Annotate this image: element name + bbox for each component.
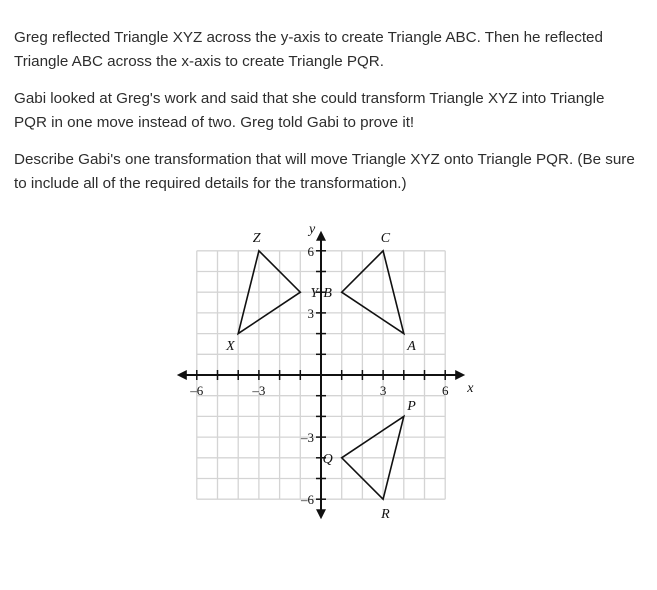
- x-tick-label: 3: [379, 383, 387, 398]
- coordinate-plane: [168, 212, 478, 532]
- coordinate-plane-figure: [168, 212, 478, 532]
- y-tick-label: –6: [301, 492, 314, 508]
- x-axis-arrow-right: [455, 370, 465, 380]
- y-axis-arrow-down: [316, 509, 326, 519]
- vertex-label-q: Q: [322, 451, 333, 467]
- axes: [177, 231, 465, 519]
- y-tick-label: –3: [301, 430, 314, 446]
- x-axis-arrow-left: [177, 370, 187, 380]
- question-paragraph-2: Gabi looked at Greg's work and said that she could transform Triangle XYZ into Triangle PQR in one move instead of two. Greg told Gabi to prove it!: [14, 90, 605, 131]
- question-paragraph-3: Describe Gabi's one transformation that will move Triangle XYZ onto Triangle PQR. (Be sure to include all of the required details for the transformation.): [14, 151, 635, 192]
- vertex-label-r: R: [381, 507, 390, 523]
- y-tick-label: 3: [307, 305, 314, 321]
- vertex-label-y: Y: [310, 286, 319, 302]
- x-tick-label: –3: [252, 383, 266, 398]
- vertex-label-c: C: [380, 230, 391, 246]
- labels: [189, 222, 474, 522]
- x-axis-label: x: [467, 381, 474, 396]
- y-tick-label: 6: [307, 243, 314, 259]
- y-axis-label: y: [309, 221, 316, 237]
- vertex-label-p: P: [407, 398, 416, 414]
- y-axis-arrow-up: [316, 231, 326, 241]
- question-text: [14, 26, 636, 209]
- vertex-label-b: B: [323, 286, 332, 302]
- vertex-label-z: Z: [252, 230, 261, 246]
- x-tick-label: –6: [190, 383, 204, 398]
- x-tick-label: 6: [441, 383, 449, 398]
- question-paragraph-1: Greg reflected Triangle XYZ across the y-axis to create Triangle ABC. Then he reflected Triangle ABC across the x-axis to create Triangle PQR.: [14, 29, 603, 70]
- vertex-label-a: A: [407, 339, 416, 355]
- vertex-label-x: X: [226, 339, 235, 355]
